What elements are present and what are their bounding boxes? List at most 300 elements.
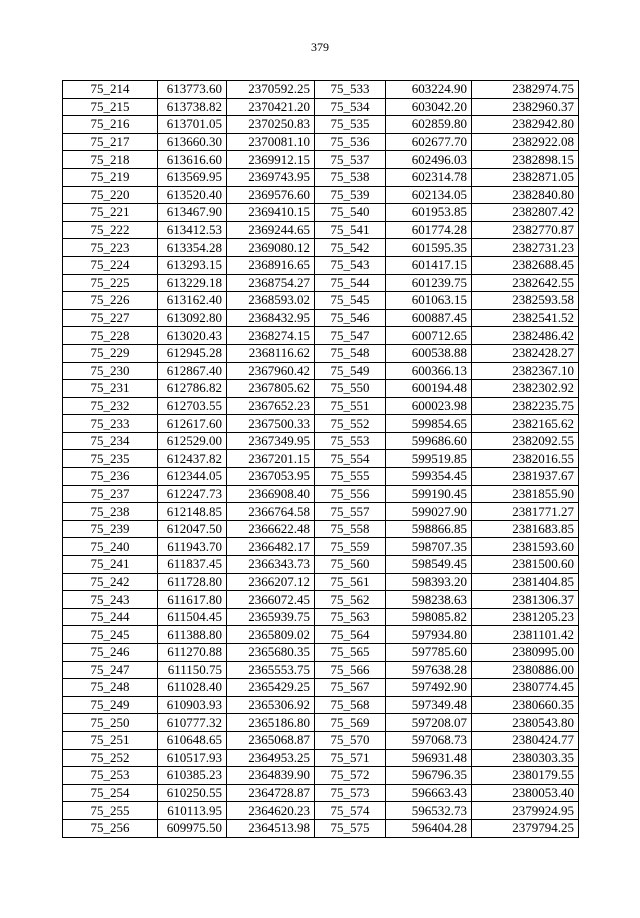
y-coord-right: 2382235.75 bbox=[472, 397, 579, 415]
point-id-right: 75_559 bbox=[315, 538, 386, 556]
y-coord-left: 2370592.25 bbox=[227, 81, 315, 99]
x-coord-left: 613738.82 bbox=[158, 98, 227, 116]
table-row bbox=[63, 644, 579, 662]
point-id-left: 75_236 bbox=[63, 468, 158, 486]
x-coord-left: 610648.65 bbox=[158, 731, 227, 749]
y-coord-left: 2364620.23 bbox=[227, 802, 315, 820]
point-id-right: 75_562 bbox=[315, 591, 386, 609]
y-coord-right: 2381593.60 bbox=[472, 538, 579, 556]
point-id-left: 75_253 bbox=[63, 767, 158, 785]
x-coord-left: 610517.93 bbox=[158, 749, 227, 767]
x-coord-right: 596663.43 bbox=[386, 784, 472, 802]
point-id-left: 75_223 bbox=[63, 239, 158, 257]
point-id-right: 75_574 bbox=[315, 802, 386, 820]
point-id-right: 75_546 bbox=[315, 309, 386, 327]
table-row bbox=[63, 81, 579, 99]
point-id-left: 75_244 bbox=[63, 608, 158, 626]
x-coord-right: 601239.75 bbox=[386, 274, 472, 292]
table-row bbox=[63, 98, 579, 116]
point-id-left: 75_233 bbox=[63, 415, 158, 433]
point-id-left: 75_243 bbox=[63, 591, 158, 609]
table-row bbox=[63, 468, 579, 486]
coordinates-table bbox=[62, 80, 579, 838]
y-coord-right: 2382541.52 bbox=[472, 309, 579, 327]
point-id-right: 75_558 bbox=[315, 520, 386, 538]
x-coord-right: 599686.60 bbox=[386, 432, 472, 450]
point-id-left: 75_231 bbox=[63, 380, 158, 398]
y-coord-left: 2365553.75 bbox=[227, 661, 315, 679]
table-row bbox=[63, 538, 579, 556]
table-row bbox=[63, 116, 579, 134]
point-id-left: 75_222 bbox=[63, 221, 158, 239]
y-coord-right: 2381855.90 bbox=[472, 485, 579, 503]
x-coord-right: 600366.13 bbox=[386, 362, 472, 380]
point-id-left: 75_248 bbox=[63, 679, 158, 697]
point-id-left: 75_240 bbox=[63, 538, 158, 556]
point-id-left: 75_250 bbox=[63, 714, 158, 732]
y-coord-left: 2367201.15 bbox=[227, 450, 315, 468]
y-coord-left: 2367960.42 bbox=[227, 362, 315, 380]
x-coord-left: 612617.60 bbox=[158, 415, 227, 433]
point-id-left: 75_235 bbox=[63, 450, 158, 468]
point-id-right: 75_565 bbox=[315, 644, 386, 662]
x-coord-right: 600887.45 bbox=[386, 309, 472, 327]
x-coord-right: 598866.85 bbox=[386, 520, 472, 538]
x-coord-left: 613467.90 bbox=[158, 204, 227, 222]
y-coord-right: 2381771.27 bbox=[472, 503, 579, 521]
x-coord-right: 601063.15 bbox=[386, 292, 472, 310]
point-id-right: 75_535 bbox=[315, 116, 386, 134]
point-id-left: 75_219 bbox=[63, 168, 158, 186]
point-id-right: 75_538 bbox=[315, 168, 386, 186]
x-coord-left: 613293.15 bbox=[158, 256, 227, 274]
point-id-right: 75_560 bbox=[315, 556, 386, 574]
y-coord-left: 2370421.20 bbox=[227, 98, 315, 116]
x-coord-left: 612047.50 bbox=[158, 520, 227, 538]
point-id-right: 75_564 bbox=[315, 626, 386, 644]
x-coord-left: 613660.30 bbox=[158, 133, 227, 151]
point-id-left: 75_228 bbox=[63, 327, 158, 345]
y-coord-left: 2364513.98 bbox=[227, 819, 315, 837]
y-coord-left: 2370250.83 bbox=[227, 116, 315, 134]
point-id-right: 75_548 bbox=[315, 344, 386, 362]
y-coord-right: 2379924.95 bbox=[472, 802, 579, 820]
y-coord-left: 2368116.62 bbox=[227, 344, 315, 362]
y-coord-left: 2366764.58 bbox=[227, 503, 315, 521]
x-coord-right: 601417.15 bbox=[386, 256, 472, 274]
table-row bbox=[63, 309, 579, 327]
table-row bbox=[63, 503, 579, 521]
y-coord-right: 2380543.80 bbox=[472, 714, 579, 732]
x-coord-right: 597638.28 bbox=[386, 661, 472, 679]
x-coord-right: 598238.63 bbox=[386, 591, 472, 609]
y-coord-left: 2367349.95 bbox=[227, 432, 315, 450]
y-coord-left: 2364953.25 bbox=[227, 749, 315, 767]
y-coord-left: 2368432.95 bbox=[227, 309, 315, 327]
table-row bbox=[63, 520, 579, 538]
x-coord-left: 610903.93 bbox=[158, 696, 227, 714]
y-coord-right: 2381306.37 bbox=[472, 591, 579, 609]
point-id-left: 75_247 bbox=[63, 661, 158, 679]
y-coord-right: 2379794.25 bbox=[472, 819, 579, 837]
x-coord-right: 602859.80 bbox=[386, 116, 472, 134]
point-id-right: 75_547 bbox=[315, 327, 386, 345]
x-coord-right: 602677.70 bbox=[386, 133, 472, 151]
point-id-right: 75_567 bbox=[315, 679, 386, 697]
page-number: 379 bbox=[311, 40, 329, 54]
y-coord-left: 2365809.02 bbox=[227, 626, 315, 644]
y-coord-left: 2366072.45 bbox=[227, 591, 315, 609]
x-coord-left: 611150.75 bbox=[158, 661, 227, 679]
table-row bbox=[63, 485, 579, 503]
point-id-right: 75_572 bbox=[315, 767, 386, 785]
point-id-right: 75_555 bbox=[315, 468, 386, 486]
x-coord-right: 603042.20 bbox=[386, 98, 472, 116]
point-id-right: 75_557 bbox=[315, 503, 386, 521]
point-id-right: 75_568 bbox=[315, 696, 386, 714]
table-row bbox=[63, 591, 579, 609]
x-coord-left: 612703.55 bbox=[158, 397, 227, 415]
table-row bbox=[63, 749, 579, 767]
table-row bbox=[63, 696, 579, 714]
y-coord-left: 2365306.92 bbox=[227, 696, 315, 714]
point-id-right: 75_561 bbox=[315, 573, 386, 591]
x-coord-left: 612344.05 bbox=[158, 468, 227, 486]
y-coord-right: 2382770.87 bbox=[472, 221, 579, 239]
table-row bbox=[63, 292, 579, 310]
table-row bbox=[63, 221, 579, 239]
table-row bbox=[63, 415, 579, 433]
point-id-right: 75_550 bbox=[315, 380, 386, 398]
x-coord-left: 611943.70 bbox=[158, 538, 227, 556]
y-coord-left: 2369080.12 bbox=[227, 239, 315, 257]
table-row bbox=[63, 274, 579, 292]
point-id-right: 75_543 bbox=[315, 256, 386, 274]
point-id-right: 75_533 bbox=[315, 81, 386, 99]
point-id-left: 75_224 bbox=[63, 256, 158, 274]
table-row bbox=[63, 556, 579, 574]
point-id-left: 75_246 bbox=[63, 644, 158, 662]
point-id-left: 75_256 bbox=[63, 819, 158, 837]
x-coord-right: 599027.90 bbox=[386, 503, 472, 521]
point-id-right: 75_554 bbox=[315, 450, 386, 468]
x-coord-left: 611837.45 bbox=[158, 556, 227, 574]
point-id-left: 75_237 bbox=[63, 485, 158, 503]
table-row bbox=[63, 608, 579, 626]
y-coord-left: 2366482.17 bbox=[227, 538, 315, 556]
x-coord-right: 599190.45 bbox=[386, 485, 472, 503]
y-coord-left: 2369244.65 bbox=[227, 221, 315, 239]
y-coord-right: 2380774.45 bbox=[472, 679, 579, 697]
point-id-left: 75_239 bbox=[63, 520, 158, 538]
x-coord-right: 601774.28 bbox=[386, 221, 472, 239]
y-coord-left: 2365939.75 bbox=[227, 608, 315, 626]
x-coord-right: 602496.03 bbox=[386, 151, 472, 169]
y-coord-left: 2368916.65 bbox=[227, 256, 315, 274]
point-id-left: 75_217 bbox=[63, 133, 158, 151]
table-row bbox=[63, 204, 579, 222]
point-id-right: 75_542 bbox=[315, 239, 386, 257]
table-row bbox=[63, 344, 579, 362]
point-id-left: 75_241 bbox=[63, 556, 158, 574]
y-coord-left: 2368274.15 bbox=[227, 327, 315, 345]
y-coord-left: 2367805.62 bbox=[227, 380, 315, 398]
point-id-left: 75_216 bbox=[63, 116, 158, 134]
y-coord-left: 2365068.87 bbox=[227, 731, 315, 749]
y-coord-left: 2369912.15 bbox=[227, 151, 315, 169]
y-coord-right: 2382593.58 bbox=[472, 292, 579, 310]
y-coord-left: 2369576.60 bbox=[227, 186, 315, 204]
x-coord-left: 611028.40 bbox=[158, 679, 227, 697]
y-coord-right: 2381500.60 bbox=[472, 556, 579, 574]
y-coord-right: 2382960.37 bbox=[472, 98, 579, 116]
x-coord-left: 612786.82 bbox=[158, 380, 227, 398]
point-id-left: 75_238 bbox=[63, 503, 158, 521]
table-row bbox=[63, 784, 579, 802]
y-coord-right: 2382642.55 bbox=[472, 274, 579, 292]
table-row bbox=[63, 327, 579, 345]
y-coord-left: 2366343.73 bbox=[227, 556, 315, 574]
y-coord-left: 2365186.80 bbox=[227, 714, 315, 732]
point-id-right: 75_573 bbox=[315, 784, 386, 802]
y-coord-right: 2382165.62 bbox=[472, 415, 579, 433]
point-id-right: 75_551 bbox=[315, 397, 386, 415]
table-row bbox=[63, 186, 579, 204]
x-coord-right: 598549.45 bbox=[386, 556, 472, 574]
x-coord-right: 599854.65 bbox=[386, 415, 472, 433]
point-id-left: 75_229 bbox=[63, 344, 158, 362]
x-coord-right: 597208.07 bbox=[386, 714, 472, 732]
y-coord-right: 2382731.23 bbox=[472, 239, 579, 257]
y-coord-right: 2382428.27 bbox=[472, 344, 579, 362]
y-coord-right: 2380179.55 bbox=[472, 767, 579, 785]
point-id-right: 75_540 bbox=[315, 204, 386, 222]
x-coord-right: 600023.98 bbox=[386, 397, 472, 415]
point-id-left: 75_255 bbox=[63, 802, 158, 820]
table-row bbox=[63, 626, 579, 644]
table-row bbox=[63, 802, 579, 820]
table-row bbox=[63, 151, 579, 169]
point-id-left: 75_221 bbox=[63, 204, 158, 222]
y-coord-right: 2381683.85 bbox=[472, 520, 579, 538]
point-id-right: 75_541 bbox=[315, 221, 386, 239]
y-coord-left: 2364839.90 bbox=[227, 767, 315, 785]
y-coord-right: 2382302.92 bbox=[472, 380, 579, 398]
x-coord-left: 611504.45 bbox=[158, 608, 227, 626]
x-coord-right: 600194.48 bbox=[386, 380, 472, 398]
x-coord-right: 596796.35 bbox=[386, 767, 472, 785]
point-id-left: 75_252 bbox=[63, 749, 158, 767]
x-coord-right: 602314.78 bbox=[386, 168, 472, 186]
x-coord-left: 609975.50 bbox=[158, 819, 227, 837]
point-id-left: 75_218 bbox=[63, 151, 158, 169]
point-id-right: 75_539 bbox=[315, 186, 386, 204]
y-coord-right: 2381937.67 bbox=[472, 468, 579, 486]
y-coord-right: 2382898.15 bbox=[472, 151, 579, 169]
point-id-right: 75_537 bbox=[315, 151, 386, 169]
point-id-right: 75_563 bbox=[315, 608, 386, 626]
point-id-right: 75_552 bbox=[315, 415, 386, 433]
table-row bbox=[63, 168, 579, 186]
point-id-right: 75_566 bbox=[315, 661, 386, 679]
x-coord-left: 611388.80 bbox=[158, 626, 227, 644]
table-row bbox=[63, 397, 579, 415]
point-id-right: 75_569 bbox=[315, 714, 386, 732]
x-coord-right: 598085.82 bbox=[386, 608, 472, 626]
point-id-left: 75_254 bbox=[63, 784, 158, 802]
y-coord-left: 2366908.40 bbox=[227, 485, 315, 503]
y-coord-left: 2366207.12 bbox=[227, 573, 315, 591]
x-coord-right: 600538.88 bbox=[386, 344, 472, 362]
point-id-right: 75_575 bbox=[315, 819, 386, 837]
point-id-left: 75_214 bbox=[63, 81, 158, 99]
x-coord-right: 597934.80 bbox=[386, 626, 472, 644]
x-coord-left: 611270.88 bbox=[158, 644, 227, 662]
x-coord-right: 600712.65 bbox=[386, 327, 472, 345]
y-coord-left: 2368593.02 bbox=[227, 292, 315, 310]
x-coord-left: 612148.85 bbox=[158, 503, 227, 521]
y-coord-left: 2367652.23 bbox=[227, 397, 315, 415]
point-id-left: 75_242 bbox=[63, 573, 158, 591]
point-id-right: 75_570 bbox=[315, 731, 386, 749]
y-coord-right: 2382688.45 bbox=[472, 256, 579, 274]
table-row bbox=[63, 661, 579, 679]
x-coord-left: 613701.05 bbox=[158, 116, 227, 134]
x-coord-right: 597068.73 bbox=[386, 731, 472, 749]
y-coord-right: 2382840.80 bbox=[472, 186, 579, 204]
table-row bbox=[63, 133, 579, 151]
x-coord-right: 603224.90 bbox=[386, 81, 472, 99]
x-coord-right: 602134.05 bbox=[386, 186, 472, 204]
x-coord-right: 596931.48 bbox=[386, 749, 472, 767]
table-row bbox=[63, 714, 579, 732]
x-coord-right: 597785.60 bbox=[386, 644, 472, 662]
point-id-right: 75_556 bbox=[315, 485, 386, 503]
point-id-left: 75_225 bbox=[63, 274, 158, 292]
point-id-right: 75_536 bbox=[315, 133, 386, 151]
point-id-right: 75_544 bbox=[315, 274, 386, 292]
y-coord-left: 2369410.15 bbox=[227, 204, 315, 222]
point-id-right: 75_534 bbox=[315, 98, 386, 116]
y-coord-right: 2380995.00 bbox=[472, 644, 579, 662]
x-coord-left: 613520.40 bbox=[158, 186, 227, 204]
x-coord-left: 613354.28 bbox=[158, 239, 227, 257]
y-coord-right: 2381404.85 bbox=[472, 573, 579, 591]
y-coord-right: 2380424.77 bbox=[472, 731, 579, 749]
point-id-left: 75_215 bbox=[63, 98, 158, 116]
y-coord-left: 2365429.25 bbox=[227, 679, 315, 697]
table-row bbox=[63, 256, 579, 274]
x-coord-left: 613020.43 bbox=[158, 327, 227, 345]
point-id-left: 75_245 bbox=[63, 626, 158, 644]
y-coord-right: 2382486.42 bbox=[472, 327, 579, 345]
y-coord-right: 2382807.42 bbox=[472, 204, 579, 222]
y-coord-left: 2367500.33 bbox=[227, 415, 315, 433]
x-coord-right: 597349.48 bbox=[386, 696, 472, 714]
x-coord-left: 613616.60 bbox=[158, 151, 227, 169]
y-coord-right: 2381101.42 bbox=[472, 626, 579, 644]
x-coord-right: 596404.28 bbox=[386, 819, 472, 837]
y-coord-right: 2380886.00 bbox=[472, 661, 579, 679]
x-coord-left: 612529.00 bbox=[158, 432, 227, 450]
x-coord-left: 612437.82 bbox=[158, 450, 227, 468]
table-row bbox=[63, 679, 579, 697]
x-coord-right: 599519.85 bbox=[386, 450, 472, 468]
x-coord-left: 613162.40 bbox=[158, 292, 227, 310]
x-coord-right: 601595.35 bbox=[386, 239, 472, 257]
table-row bbox=[63, 767, 579, 785]
table-row bbox=[63, 573, 579, 591]
y-coord-left: 2364728.87 bbox=[227, 784, 315, 802]
point-id-left: 75_230 bbox=[63, 362, 158, 380]
x-coord-right: 599354.45 bbox=[386, 468, 472, 486]
y-coord-right: 2382942.80 bbox=[472, 116, 579, 134]
y-coord-right: 2381205.23 bbox=[472, 608, 579, 626]
x-coord-right: 598393.20 bbox=[386, 573, 472, 591]
coordinates-table-body bbox=[63, 81, 579, 838]
table-row bbox=[63, 731, 579, 749]
y-coord-right: 2382974.75 bbox=[472, 81, 579, 99]
point-id-left: 75_220 bbox=[63, 186, 158, 204]
y-coord-right: 2382016.55 bbox=[472, 450, 579, 468]
y-coord-left: 2370081.10 bbox=[227, 133, 315, 151]
x-coord-left: 611617.80 bbox=[158, 591, 227, 609]
y-coord-left: 2369743.95 bbox=[227, 168, 315, 186]
x-coord-right: 598707.35 bbox=[386, 538, 472, 556]
x-coord-left: 610777.32 bbox=[158, 714, 227, 732]
x-coord-right: 596532.73 bbox=[386, 802, 472, 820]
x-coord-left: 612945.28 bbox=[158, 344, 227, 362]
y-coord-right: 2382367.10 bbox=[472, 362, 579, 380]
table-row bbox=[63, 380, 579, 398]
point-id-right: 75_571 bbox=[315, 749, 386, 767]
y-coord-right: 2380053.40 bbox=[472, 784, 579, 802]
point-id-left: 75_234 bbox=[63, 432, 158, 450]
x-coord-left: 613773.60 bbox=[158, 81, 227, 99]
x-coord-left: 611728.80 bbox=[158, 573, 227, 591]
y-coord-right: 2382922.08 bbox=[472, 133, 579, 151]
point-id-left: 75_249 bbox=[63, 696, 158, 714]
y-coord-right: 2380303.35 bbox=[472, 749, 579, 767]
x-coord-left: 613092.80 bbox=[158, 309, 227, 327]
y-coord-right: 2382871.05 bbox=[472, 168, 579, 186]
y-coord-left: 2365680.35 bbox=[227, 644, 315, 662]
x-coord-left: 610113.95 bbox=[158, 802, 227, 820]
table-row bbox=[63, 362, 579, 380]
point-id-left: 75_251 bbox=[63, 731, 158, 749]
x-coord-right: 601953.85 bbox=[386, 204, 472, 222]
x-coord-left: 613412.53 bbox=[158, 221, 227, 239]
x-coord-left: 612867.40 bbox=[158, 362, 227, 380]
y-coord-left: 2368754.27 bbox=[227, 274, 315, 292]
y-coord-left: 2366622.48 bbox=[227, 520, 315, 538]
y-coord-right: 2382092.55 bbox=[472, 432, 579, 450]
table-row bbox=[63, 819, 579, 837]
x-coord-left: 610385.23 bbox=[158, 767, 227, 785]
x-coord-left: 612247.73 bbox=[158, 485, 227, 503]
table-row bbox=[63, 239, 579, 257]
point-id-right: 75_553 bbox=[315, 432, 386, 450]
x-coord-left: 613229.18 bbox=[158, 274, 227, 292]
x-coord-right: 597492.90 bbox=[386, 679, 472, 697]
table-row bbox=[63, 450, 579, 468]
x-coord-left: 613569.95 bbox=[158, 168, 227, 186]
y-coord-right: 2380660.35 bbox=[472, 696, 579, 714]
point-id-right: 75_545 bbox=[315, 292, 386, 310]
table-row bbox=[63, 432, 579, 450]
point-id-right: 75_549 bbox=[315, 362, 386, 380]
point-id-left: 75_227 bbox=[63, 309, 158, 327]
